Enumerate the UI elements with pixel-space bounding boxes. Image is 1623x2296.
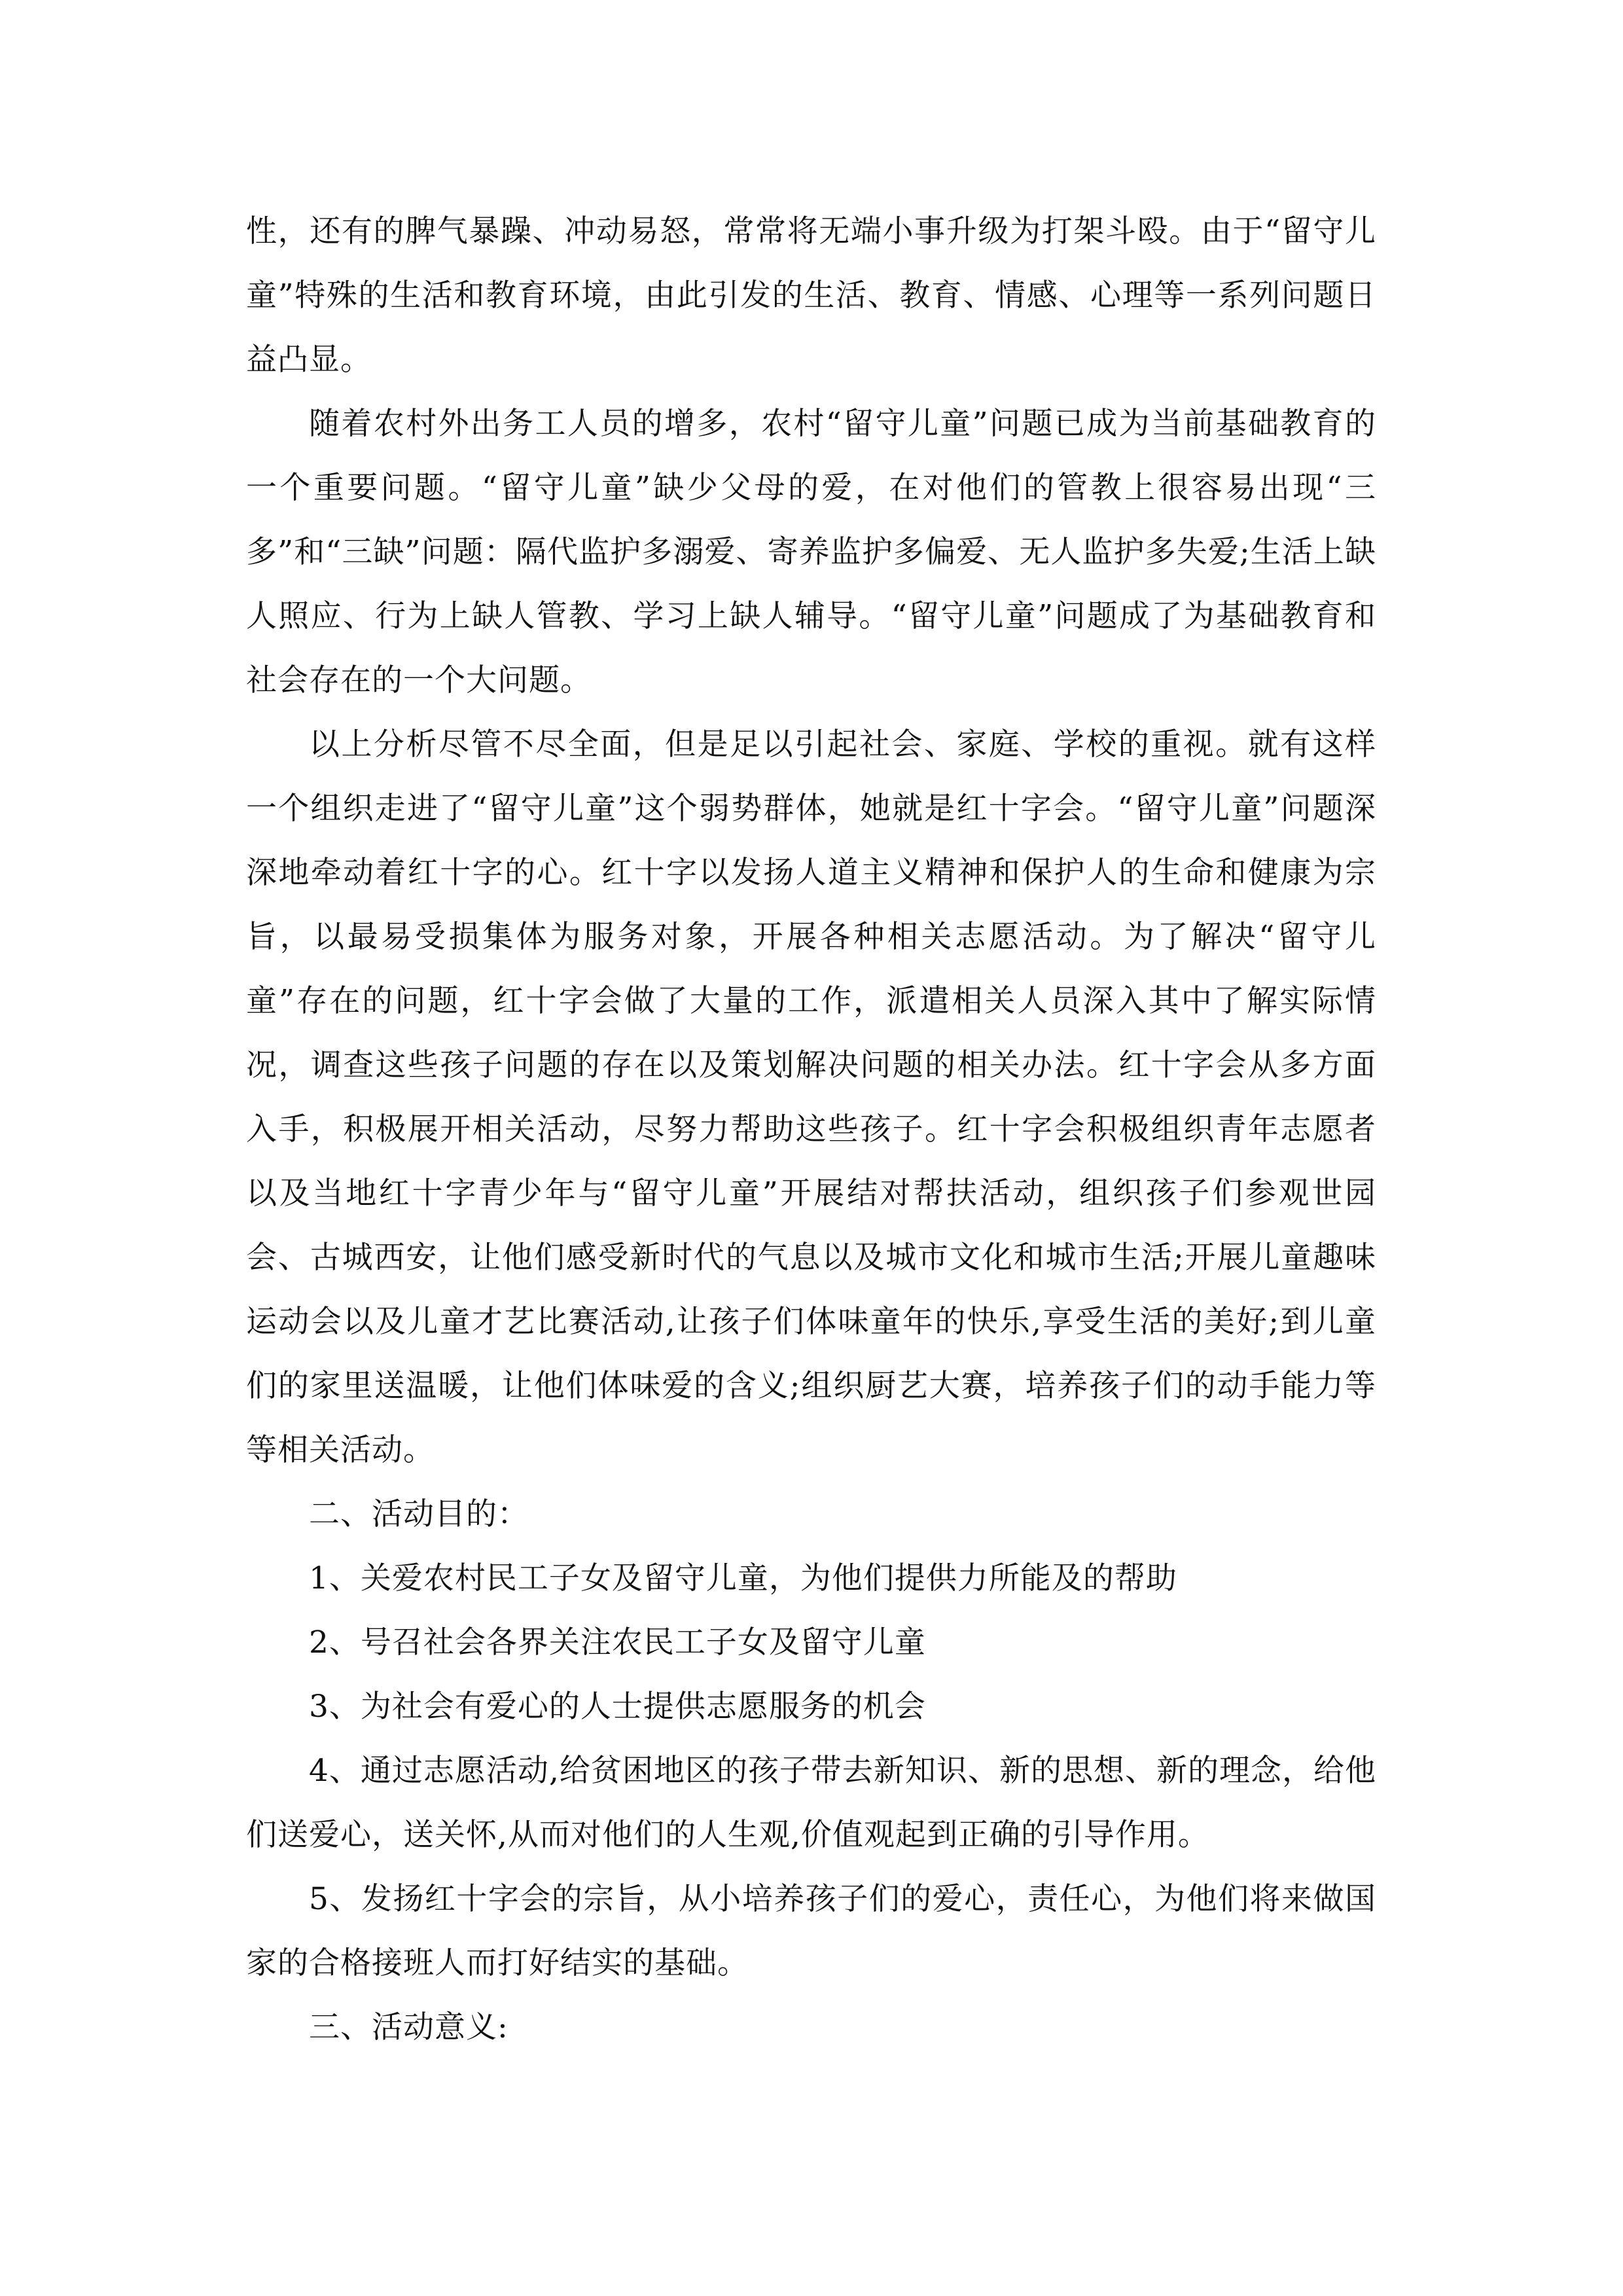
goal-item-4: 4、通过志愿活动,给贫困地区的孩子带去新知识、新的思想、新的理念，给他们送爱心，送关怀,从而对他们的人生观,价值观起到正确的引导作用。 (246, 1753, 1376, 1853)
paragraph-background: 随着农村外出务工人员的增多，农村“留守儿童”问题已成为当前基础教育的一个重要问题。“留守儿童”缺少父母的爱，在对他们的管教上很容易出现“三多”和“三缺”问题：隔代监护多溺爱、寄养监护多偏爱、无人监护多失爱;生活上缺人照应、行为上缺人管教、学习上缺人辅导。“留守儿童”问题成了为基础教育和社会存在的一个大问题。 (246, 406, 1376, 698)
goal-item-3: 3、为社会有爱心的人士提供志愿服务的机会 (309, 1689, 926, 1725)
goal-item-5: 5、发扬红十字会的宗旨，从小培养孩子们的爱心，责任心，为他们将来做国家的合格接班人而打好结实的基础。 (246, 1881, 1376, 1981)
goal-item-1: 1、关爱农村民工子女及留守儿童，为他们提供力所能及的帮助 (309, 1560, 1177, 1596)
goal-item-2: 2、号召社会各界关注农民工子女及留守儿童 (309, 1624, 926, 1660)
section-heading-significance: 三、活动意义: (309, 2009, 508, 2045)
paragraph-red-cross: 以上分析尽管不尽全面，但是足以引起社会、家庭、学校的重视。就有这样一个组织走进了“留守儿童”这个弱势群体，她就是红十字会。“留守儿童”问题深深地牵动着红十字的心。红十字以发扬人道主义精神和保护人的生命和健康为宗旨，以最易受损集体为服务对象，开展各种相关志愿活动。为了解决“留守儿童”存在的问题，红十字会做了大量的工作，派遣相关人员深入其中了解实际情况，调查这些孩子问题的存在以及策划解决问题的相关办法。红十字会从多方面入手，积极展开相关活动，尽努力帮助这些孩子。红十字会积极组织青年志愿者以及当地红十字青少年与“留守儿童”开展结对帮扶活动，组织孩子们参观世园会、古城西安，让他们感受新时代的气息以及城市文化和城市生活;开展儿童趣味运动会以及儿童才艺比赛活动,让孩子们体味童年的快乐,享受生活的美好;到儿童们的家里送温暖，让他们体味爱的含义;组织厨艺大赛，培养孩子们的动手能力等等相关活动。 (246, 726, 1376, 1468)
section-heading-goals: 二、活动目的： (309, 1496, 529, 1532)
paragraph-intro-continuation: 性，还有的脾气暴躁、冲动易怒，常常将无端小事升级为打架斗殴。由于“留守儿童”特殊的生活和教育环境，由此引发的生活、教育、情感、心理等一系列问题日益凸显。 (246, 213, 1376, 378)
document-body (246, 200, 1376, 2060)
